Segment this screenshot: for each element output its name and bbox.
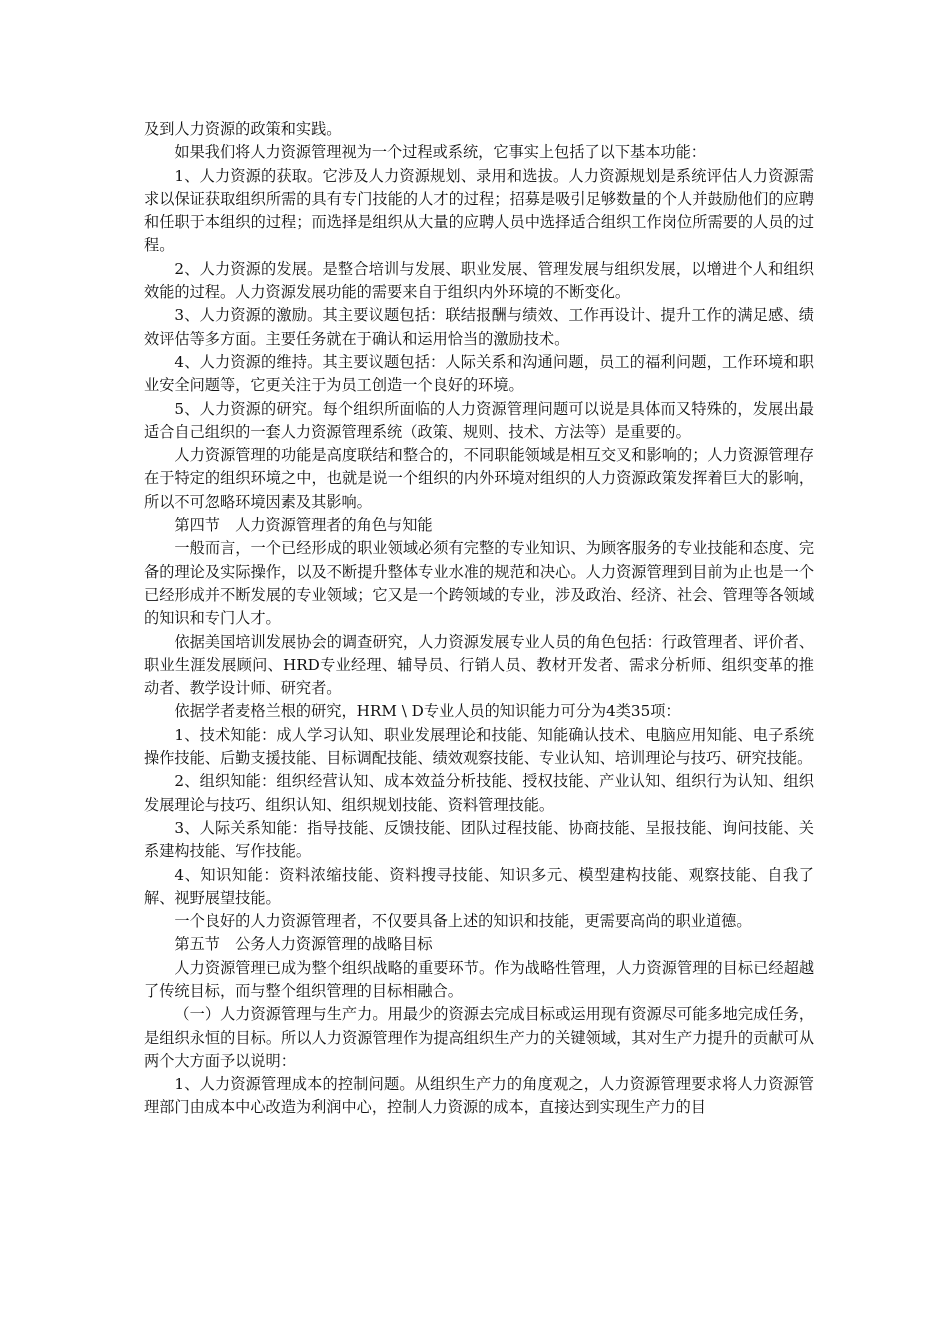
- paragraph: 2、组织知能：组织经营认知、成本效益分析技能、授权技能、产业认知、组织行为认知、组织发展理论与技巧、组织认知、组织规划技能、资料管理技能。: [144, 772, 814, 814]
- paragraph: 4、知识知能：资料浓缩技能、资料搜寻技能、知识多元、模型建构技能、观察技能、自我了解、视野展望技能。: [144, 865, 814, 907]
- paragraph: 一个良好的人力资源管理者，不仅要具备上述的知识和技能，更需要高尚的职业道德。: [174, 912, 752, 931]
- section-heading: 第四节 人力资源管理者的角色与知能: [174, 516, 433, 535]
- paragraph: 依据美国培训发展协会的调查研究，人力资源发展专业人员的角色包括：行政管理者、评价者、职业生涯发展顾问、HRD专业经理、辅导员、行销人员、教材开发者、需求分析师、组织变革的推动者、教学设计师、研究者。: [144, 632, 814, 698]
- paragraph: 1、人力资源的获取。它涉及人力资源规划、录用和选拔。人力资源规划是系统评估人力资源需求以保证获取组织所需的具有专门技能的人才的过程；招募是吸引足够数量的个人并鼓励他们的应聘和任职于本组织的过程；而选择是组织从大量的应聘人员中选择适合组织工作岗位所需要的人员的过程。: [144, 166, 814, 255]
- paragraph: 2、人力资源的发展。是整合培训与发展、职业发展、管理发展与组织发展，以增进个人和组织效能的过程。人力资源发展功能的需要来自于组织内外环境的不断变化。: [144, 259, 814, 302]
- paragraph: 人力资源管理的功能是高度联结和整合的，不同职能领域是相互交叉和影响的；人力资源管理存在于特定的组织环境之中，也就是说一个组织的内外环境对组织的人力资源政策发挥着巨大的影响，所以不可忽略环境因素及其影响。: [144, 446, 814, 511]
- paragraph: 人力资源管理已成为整个组织战略的重要环节。作为战略性管理，人力资源管理的目标已经超越了传统目标，而与整个组织管理的目标相融合。: [144, 958, 814, 1000]
- paragraph: 及到人力资源的政策和实践。: [144, 120, 342, 138]
- paragraph: 3、人力资源的激励。其主要议题包括：联结报酬与绩效、工作再设计、提升工作的满足感、绩效评估等多方面。主要任务就在于确认和运用恰当的激励技术。: [144, 306, 814, 348]
- paragraph: 依据学者麦格兰根的研究，HRM \ D专业人员的知识能力可分为4类35项：: [174, 702, 681, 721]
- paragraph: 4、人力资源的维持。其主要议题包括：人际关系和沟通问题，员工的福利问题，工作环境和职业安全问题等，它更关注于为员工创造一个良好的环境。: [144, 352, 814, 395]
- paragraph: 1、技术知能：成人学习认知、职业发展理论和技能、知能确认技术、电脑应用知能、电子系统操作技能、后勤支援技能、目标调配技能、绩效观察技能、专业认知、培训理论与技巧、研究技能。: [144, 725, 814, 768]
- section-heading: 第五节 公务人力资源管理的战略目标: [174, 935, 433, 954]
- paragraph: （一）人力资源管理与生产力。用最少的资源去完成目标或运用现有资源尽可能多地完成任务，是组织永恒的目标。所以人力资源管理作为提高组织生产力的关键领域，其对生产力提升的贡献可从两个大方面予以说明：: [144, 1005, 814, 1070]
- paragraph: 5、人力资源的研究。每个组织所面临的人力资源管理问题可以说是具体而又特殊的，发展出最适合自己组织的一套人力资源管理系统（政策、规则、技术、方法等）是重要的。: [144, 399, 814, 441]
- document-page: [144, 118, 814, 1120]
- paragraph: 一般而言，一个已经形成的职业领域必须有完整的专业知识、为顾客服务的专业技能和态度、完备的理论及实际操作，以及不断提升整体专业水准的规范和决心。人力资源管理到目前为止也是一个已经形成并不断发展的专业领域；它又是一个跨领域的专业，涉及政治、经济、社会、管理等各领域的知识和专门人才。: [144, 539, 814, 628]
- paragraph: 如果我们将人力资源管理视为一个过程或系统，它事实上包括了以下基本功能：: [174, 143, 706, 162]
- paragraph: 3、人际关系知能：指导技能、反馈技能、团队过程技能、协商技能、呈报技能、询问技能、关系建构技能、写作技能。: [144, 818, 814, 861]
- paragraph: 1、人力资源管理成本的控制问题。从组织生产力的角度观之，人力资源管理要求将人力资源管理部门由成本中心改造为利润中心，控制人力资源的成本，直接达到实现生产力的目: [144, 1075, 814, 1117]
